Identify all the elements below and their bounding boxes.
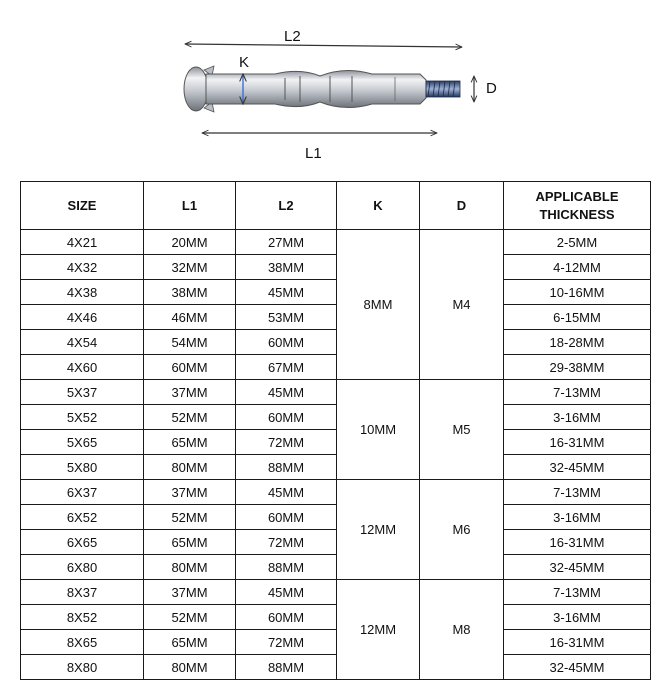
l1-cell: 60MM [144, 355, 236, 380]
thickness-cell: 3-16MM [504, 605, 651, 630]
l1-cell: 37MM [144, 380, 236, 405]
table-row [21, 230, 651, 255]
l1-cell: 32MM [144, 255, 236, 280]
l2-cell: 88MM [236, 555, 337, 580]
l1-cell: 52MM [144, 505, 236, 530]
l1-cell: 52MM [144, 605, 236, 630]
l1-cell: 80MM [144, 655, 236, 680]
size-cell: 4X21 [21, 230, 144, 255]
table-row [21, 330, 651, 355]
table-row [21, 355, 651, 380]
table-row [21, 380, 651, 405]
d-label: D [486, 80, 497, 97]
table-row [21, 255, 651, 280]
l1-cell: 37MM [144, 580, 236, 605]
size-cell: 4X38 [21, 280, 144, 305]
table-row [21, 405, 651, 430]
d-cell: M4 [420, 230, 504, 380]
size-cell: 5X65 [21, 430, 144, 455]
l1-cell: 65MM [144, 430, 236, 455]
size-cell: 8X52 [21, 605, 144, 630]
size-cell: 6X37 [21, 480, 144, 505]
table-body [21, 230, 651, 680]
l1-cell: 54MM [144, 330, 236, 355]
l2-cell: 60MM [236, 330, 337, 355]
d-cell: M5 [420, 380, 504, 480]
l1-cell: 65MM [144, 530, 236, 555]
size-cell: 5X52 [21, 405, 144, 430]
size-cell: 6X52 [21, 505, 144, 530]
d-cell: M8 [420, 580, 504, 680]
thickness-cell: 16-31MM [504, 530, 651, 555]
thickness-cell: 6-15MM [504, 305, 651, 330]
thickness-cell: 16-31MM [504, 430, 651, 455]
l2-cell: 60MM [236, 505, 337, 530]
size-cell: 5X80 [21, 455, 144, 480]
thickness-cell: 7-13MM [504, 380, 651, 405]
header-l1: L1 [144, 182, 236, 230]
l2-cell: 27MM [236, 230, 337, 255]
l1-label: L1 [305, 145, 322, 162]
spec-table [20, 181, 651, 680]
thickness-cell: 4-12MM [504, 255, 651, 280]
table-row [21, 280, 651, 305]
hollow-wall-anchor-icon [0, 0, 671, 180]
l2-cell: 45MM [236, 380, 337, 405]
l1-cell: 38MM [144, 280, 236, 305]
size-cell: 6X65 [21, 530, 144, 555]
l2-cell: 67MM [236, 355, 337, 380]
size-cell: 4X60 [21, 355, 144, 380]
size-cell: 5X37 [21, 380, 144, 405]
l2-cell: 45MM [236, 580, 337, 605]
thickness-cell: 32-45MM [504, 555, 651, 580]
l2-cell: 45MM [236, 280, 337, 305]
table-row [21, 455, 651, 480]
l1-cell: 46MM [144, 305, 236, 330]
header-thickness-line1: APPLICABLE [535, 188, 619, 204]
thickness-cell: 16-31MM [504, 630, 651, 655]
l2-dimension-line [185, 44, 462, 47]
l1-cell: 65MM [144, 630, 236, 655]
thickness-cell: 3-16MM [504, 405, 651, 430]
k-cell: 10MM [337, 380, 420, 480]
l2-label: L2 [284, 28, 301, 45]
l2-cell: 72MM [236, 630, 337, 655]
l2-cell: 72MM [236, 530, 337, 555]
thickness-cell: 7-13MM [504, 480, 651, 505]
l2-cell: 53MM [236, 305, 337, 330]
anchor-diagram [0, 0, 671, 180]
k-label: K [239, 54, 250, 71]
table-row [21, 530, 651, 555]
thickness-cell: 32-45MM [504, 455, 651, 480]
k-cell: 8MM [337, 230, 420, 380]
l2-cell: 38MM [236, 255, 337, 280]
thickness-cell: 7-13MM [504, 580, 651, 605]
size-cell: 4X46 [21, 305, 144, 330]
size-cell: 8X80 [21, 655, 144, 680]
l1-cell: 37MM [144, 480, 236, 505]
l2-cell: 60MM [236, 405, 337, 430]
l1-cell: 80MM [144, 455, 236, 480]
size-cell: 4X54 [21, 330, 144, 355]
size-cell: 4X32 [21, 255, 144, 280]
table-header-row [21, 182, 651, 230]
l1-cell: 52MM [144, 405, 236, 430]
table-row [21, 655, 651, 680]
l2-cell: 88MM [236, 455, 337, 480]
thickness-cell: 2-5MM [504, 230, 651, 255]
header-thickness-line2: THICKNESS [539, 206, 615, 222]
thickness-cell: 10-16MM [504, 280, 651, 305]
header-k: K [337, 182, 420, 230]
l2-cell: 45MM [236, 480, 337, 505]
header-l2: L2 [236, 182, 337, 230]
table-row [21, 480, 651, 505]
size-cell: 8X65 [21, 630, 144, 655]
thickness-cell: 29-38MM [504, 355, 651, 380]
l1-cell: 80MM [144, 555, 236, 580]
header-d: D [420, 182, 504, 230]
thickness-cell: 32-45MM [504, 655, 651, 680]
table-row [21, 430, 651, 455]
table-row [21, 305, 651, 330]
l2-cell: 88MM [236, 655, 337, 680]
size-cell: 6X80 [21, 555, 144, 580]
table-row [21, 580, 651, 605]
table-row [21, 630, 651, 655]
size-cell: 8X37 [21, 580, 144, 605]
d-cell: M6 [420, 480, 504, 580]
l2-cell: 60MM [236, 605, 337, 630]
l2-cell: 72MM [236, 430, 337, 455]
header-thickness [504, 182, 651, 230]
table-row [21, 555, 651, 580]
table-row [21, 605, 651, 630]
table-row [21, 505, 651, 530]
k-cell: 12MM [337, 580, 420, 680]
header-size: SIZE [21, 182, 144, 230]
l1-cell: 20MM [144, 230, 236, 255]
thickness-cell: 18-28MM [504, 330, 651, 355]
k-cell: 12MM [337, 480, 420, 580]
thickness-cell: 3-16MM [504, 505, 651, 530]
